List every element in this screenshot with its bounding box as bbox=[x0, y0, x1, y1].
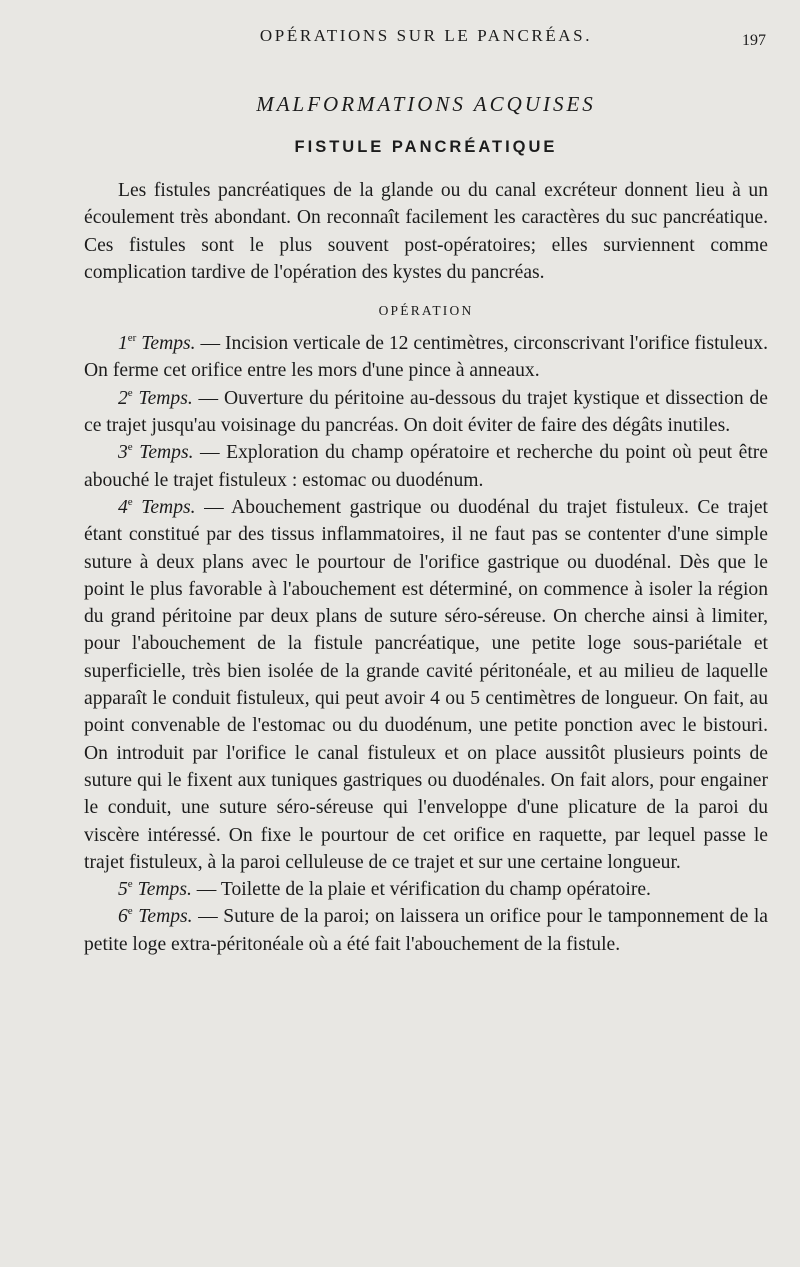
section-title: MALFORMATIONS ACQUISES bbox=[256, 92, 596, 116]
step-number: 5 bbox=[118, 879, 128, 901]
step-number: 6 bbox=[118, 906, 128, 928]
step-label: Temps. bbox=[138, 906, 193, 928]
step-ordinal: e bbox=[127, 905, 133, 918]
running-head bbox=[84, 26, 768, 50]
step-ordinal: e bbox=[127, 495, 133, 508]
step-number: 4 bbox=[118, 496, 128, 518]
step-paragraph-4 bbox=[84, 494, 768, 876]
step-text: — Incision verticale de 12 centimètres, circonscrivant l'orifice fistuleux. On ferme cet orifice entre les mors d'une pince à anneaux. bbox=[84, 333, 768, 382]
operation-heading: OPÉRATION bbox=[378, 303, 474, 319]
step-text: — Exploration du champ opératoire et recherche du point où peut être abouché le trajet fistuleux : estomac ou duodénum. bbox=[84, 442, 768, 491]
step-label: Temps. bbox=[141, 333, 196, 355]
step-paragraph-2 bbox=[84, 385, 768, 440]
step-number: 3 bbox=[118, 442, 128, 464]
step-number: 2 bbox=[118, 387, 128, 409]
step-paragraph-1 bbox=[84, 330, 768, 385]
step-text: — Suture de la paroi; on laissera un orifice pour le tamponnement de la petite loge extra-péritonéale où a été fait l'abouchement de la fistule. bbox=[84, 906, 768, 955]
step-label: Temps. bbox=[138, 387, 193, 409]
step-ordinal: e bbox=[127, 386, 133, 399]
step-ordinal: er bbox=[127, 332, 137, 345]
step-text: — Toilette de la plaie et vérification du champ opératoire. bbox=[191, 879, 651, 901]
step-text: — Ouverture du péritoine au-dessous du trajet kystique et dissection de ce trajet jusqu'au voisinage du pancréas. On doit éviter de faire des dégâts inutiles. bbox=[84, 387, 768, 437]
step-paragraph-6 bbox=[84, 903, 768, 958]
step-paragraph-5 bbox=[84, 876, 768, 903]
step-ordinal: e bbox=[127, 878, 133, 891]
subsection-title: FISTULE PANCRÉATIQUE bbox=[294, 138, 558, 156]
step-label: Temps. bbox=[137, 879, 192, 901]
step-paragraph-3 bbox=[84, 439, 768, 494]
body-text bbox=[84, 177, 768, 958]
step-label: Temps. bbox=[139, 442, 194, 464]
step-ordinal: e bbox=[127, 441, 133, 454]
intro-paragraph: Les fistules pancréatiques de la glande ou du canal excréteur donnent lieu à un écoulement très abondant. On reconnaît facilement les caractères du suc pancréatique. Ces fistules sont le plus souvent post-opératoires; elles surviennent comme complication tardive de l'opération des kystes du pancréas. bbox=[84, 180, 768, 283]
running-title: OPÉRATIONS SUR LE PANCRÉAS. bbox=[259, 26, 593, 45]
step-number: 1 bbox=[118, 333, 128, 355]
page-number: 197 bbox=[742, 32, 766, 49]
step-text: — Abouchement gastrique ou duodénal du trajet fistuleux. Ce trajet étant constitué par des tissus inflammatoires, il ne faut pas se contenter d'une simple suture à deux plans avec le pourtour de l'orifice gastrique ou duodénal. Dès que le point le plus favorable à l'abouchement est déterminé, on commence à isoler la région du grand péritoine par deux plans de suture séro-séreuse. On cherche ainsi à limiter, pour l'abouchement de la fistule pancréatique, une petite loge sous-pariétale et superficielle, très bien isolée de la grande cavité péritonéale, et au milieu de laquelle apparaît le conduit fistuleux, qui peut avoir 4 ou 5 centimètres de longueur. On fait, au point convenable de l'estomac ou du duodénum, une petite ponction avec le bistouri. On introduit par l'orifice le canal fistuleux et on place aussitôt plusieurs points de suture qui le fixent aux tuniques gastriques ou duodénales. On fait alors, pour engainer le conduit, une suture séro-séreuse qui l'enveloppe d'une plicature de la paroi du viscère intéressé. On fixe le pourtour de cet orifice en raquette, par lequel passe le trajet fistuleux, à la paroi celluleuse de ce trajet et sur une certaine longueur. bbox=[84, 496, 769, 873]
step-label: Temps. bbox=[141, 496, 196, 518]
